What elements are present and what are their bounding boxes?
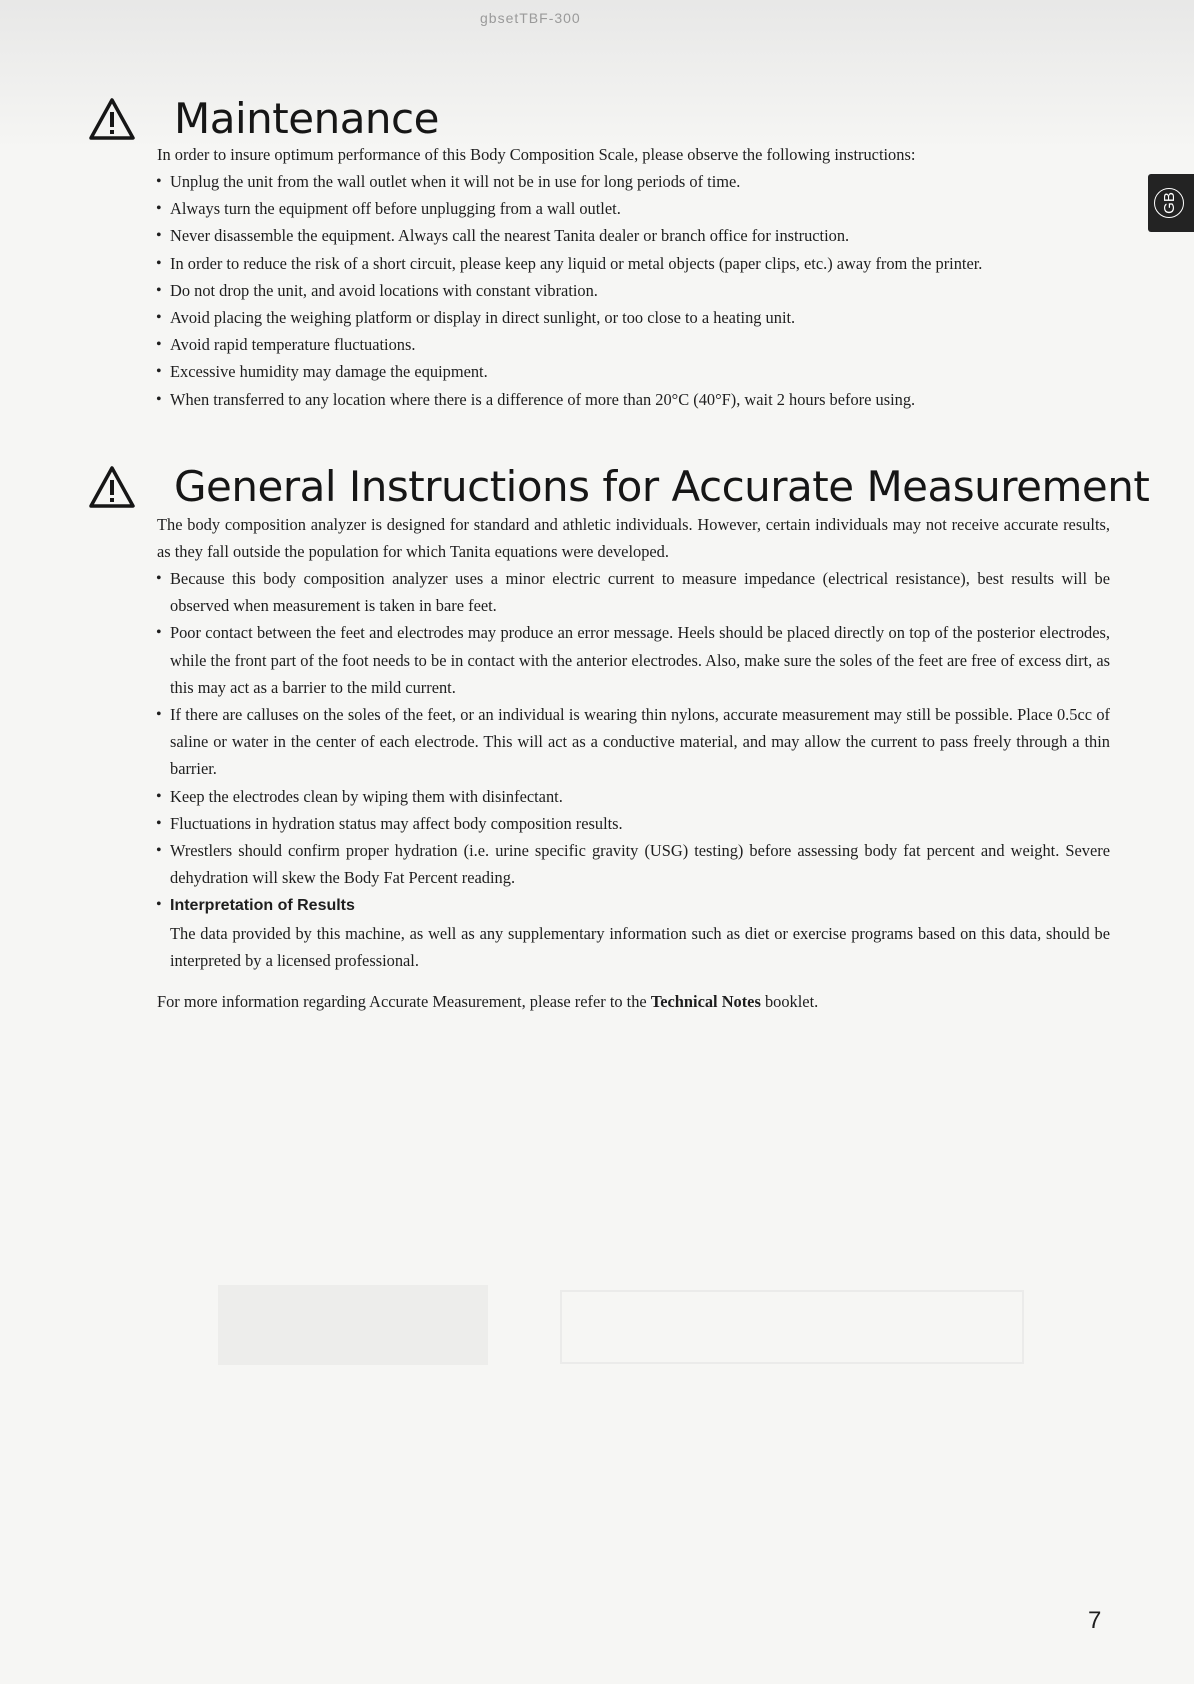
list-item: • Always turn the equipment off before unplugging from a wall outlet. xyxy=(155,195,1110,222)
list-item xyxy=(155,891,1110,974)
interpretation-text: The data provided by this machine, as well as any supplementary information such as diet or exercise programs based on this data, should be interpreted by a licensed professional. xyxy=(170,923,1110,970)
list-item: • Avoid rapid temperature fluctuations. xyxy=(155,331,1110,358)
bleed-through-shape xyxy=(560,1290,1024,1364)
footer-suffix: booklet. xyxy=(764,992,819,1011)
list-item: • When transferred to any location where there is a difference of more than 20°C (40°F), wait 2 hours before using. xyxy=(155,386,1110,413)
list-item: • Wrestlers should confirm proper hydration (i.e. urine specific gravity (USG) testing) before assessing body fat percent and weight. Severe dehydration will skew the Body Fat Percent reading. xyxy=(155,837,1110,891)
general-instructions-title: General Instructions for Accurate Measurement xyxy=(174,462,1150,511)
warning-icon xyxy=(88,465,136,509)
list-item: • Never disassemble the equipment. Always call the nearest Tanita dealer or branch office for instruction. xyxy=(155,222,1110,249)
general-instructions-heading xyxy=(88,462,1149,511)
list-item: • In order to reduce the risk of a short circuit, please keep any liquid or metal objects (paper clips, etc.) away from the printer. xyxy=(155,250,1110,277)
interpretation-title: Interpretation of Results xyxy=(170,897,355,915)
list-item: • Unplug the unit from the wall outlet when it will not be in use for long periods of time. xyxy=(155,168,1110,195)
list-item: • Excessive humidity may damage the equipment. xyxy=(155,358,1110,385)
warning-icon xyxy=(88,97,136,141)
list-item: • Do not drop the unit, and avoid locations with constant vibration. xyxy=(155,277,1110,304)
list-item: • If there are calluses on the soles of the feet, or an individual is wearing thin nylons, accurate measurement may still be possible. Place 0.5cc of saline or water in the center of each electrode. This will act as a conductive material, and may allow the current to pass freely through a thin barrier. xyxy=(155,701,1110,783)
general-list xyxy=(155,565,1110,974)
bleed-through-shape xyxy=(218,1285,488,1365)
list-item: • Poor contact between the feet and electrodes may produce an error message. Heels should be placed directly on top of the posterior electrodes, while the front part of the foot needs to be in contact with the anterior electrodes. Also, make sure the soles of the feet are free of excess dirt, as this may act as a barrier to the mild current. xyxy=(155,619,1110,701)
technical-notes-reference: Technical Notes xyxy=(650,992,761,1011)
list-item: • Fluctuations in hydration status may affect body composition results. xyxy=(155,810,1110,837)
list-item: • Because this body composition analyzer uses a minor electric current to measure impedance (electrical resistance), best results will be observed when measurement is taken in bare feet. xyxy=(155,565,1110,619)
list-item: • Keep the electrodes clean by wiping them with disinfectant. xyxy=(155,783,1110,810)
maintenance-intro: In order to insure optimum performance of this Body Composition Scale, please observe the following instructions: xyxy=(157,145,916,164)
footer-prefix: For more information regarding Accurate Measurement, please refer to the xyxy=(157,992,647,1011)
list-item: • Avoid placing the weighing platform or display in direct sunlight, or too close to a heating unit. xyxy=(155,304,1110,331)
maintenance-heading xyxy=(88,94,439,143)
footer-note xyxy=(157,992,818,1012)
language-tab xyxy=(1148,174,1194,232)
maintenance-title: Maintenance xyxy=(174,94,439,143)
general-intro: The body composition analyzer is designed for standard and athletic individuals. However, certain individuals may not receive accurate results, as they fall outside the population for which Tanita equations were developed. xyxy=(157,515,1110,562)
language-tab-label: GB xyxy=(1154,188,1184,218)
maintenance-list xyxy=(155,168,1110,413)
page-number: 7 xyxy=(1088,1607,1102,1634)
bleed-header: gbsetTBF-300 xyxy=(480,10,581,26)
